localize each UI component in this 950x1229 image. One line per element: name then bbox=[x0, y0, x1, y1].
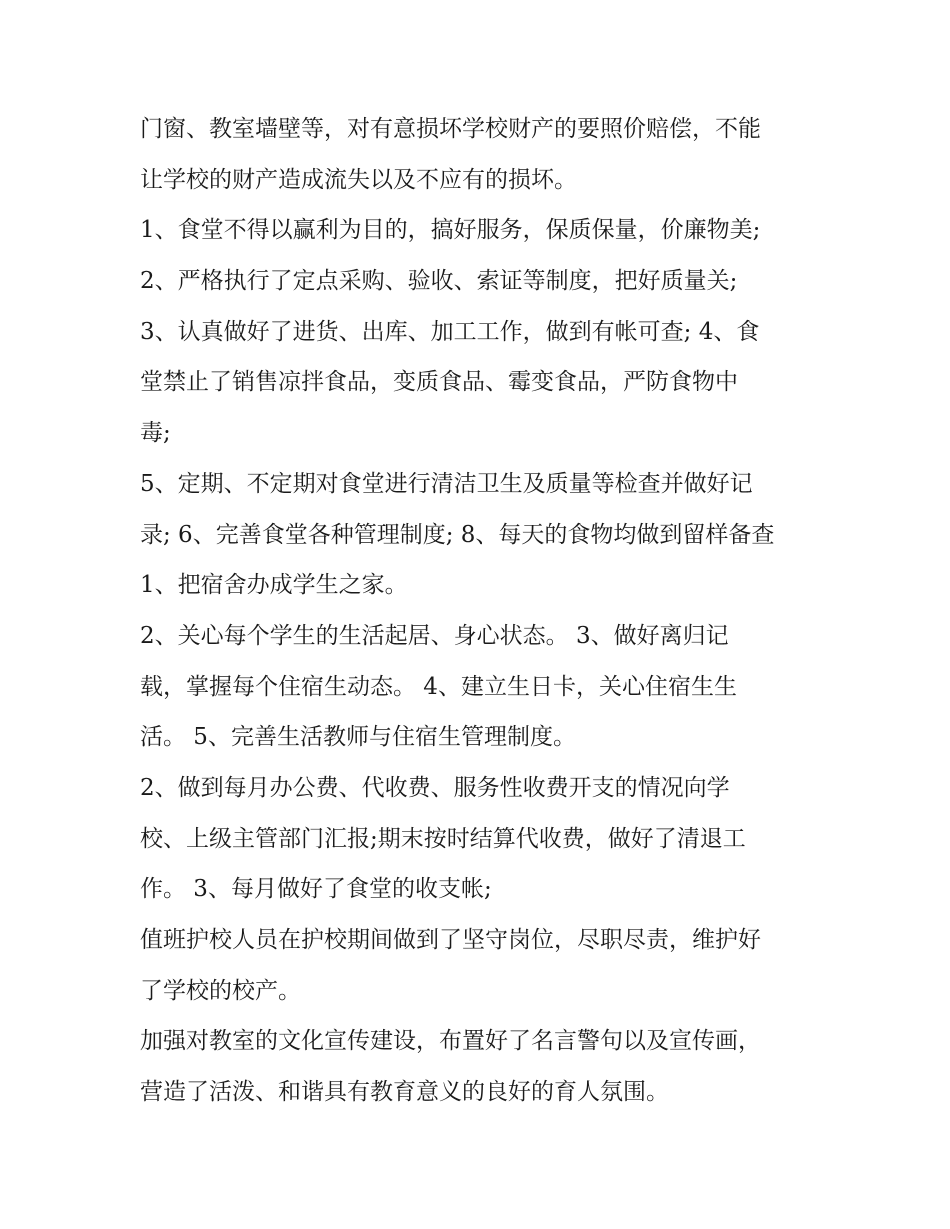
text-line: 校、上级主管部门汇报;期末按时结算代收费，做好了清退工 bbox=[140, 825, 746, 852]
text-line: 载，掌握每个住宿生动态。 4、建立生日卡，关心住宿生生 bbox=[140, 673, 737, 700]
text-line: 1、食堂不得以赢利为目的，搞好服务，保质保量，价廉物美; bbox=[140, 217, 761, 244]
text-line: 门窗、教室墙壁等，对有意损坏学校财产的要照价赔偿，不能 bbox=[140, 116, 761, 142]
text-line: 加强对教室的文化宣传建设，布置好了名言警句以及宣传画， bbox=[140, 1028, 761, 1055]
text-line: 了学校的校产。 bbox=[140, 977, 301, 1004]
text-line: 值班护校人员在护校期间做到了坚守岗位，尽职尽责，维护好 bbox=[140, 927, 761, 953]
text-line: 1、把宿舍办成学生之家。 bbox=[140, 572, 408, 599]
text-line: 5、定期、不定期对食堂进行清洁卫生及质量等检查并做好记 bbox=[140, 470, 753, 497]
text-line: 2、做到每月办公费、代收费、服务性收费开支的情况向学 bbox=[140, 774, 730, 801]
text-line: 毒; bbox=[140, 420, 171, 447]
text-line: 堂禁止了销售凉拌食品，变质食品、霉变食品，严防食物中 bbox=[140, 369, 738, 396]
document-body bbox=[140, 104, 820, 1118]
text-line: 录; 6、完善食堂各种管理制度; 8、每天的食物均做到留样备查 bbox=[140, 521, 775, 548]
text-line: 营造了活泼、和谐具有教育意义的良好的育人氛围。 bbox=[140, 1079, 669, 1106]
text-line: 让学校的财产造成流失以及不应有的损坏。 bbox=[140, 166, 577, 193]
text-line: 2、关心每个学生的生活起居、身心状态。 3、做好离归记 bbox=[140, 622, 729, 649]
text-line: 作。 3、每月做好了食堂的收支帐; bbox=[140, 876, 492, 903]
text-line: 活。 5、完善生活教师与住宿生管理制度。 bbox=[140, 724, 576, 751]
text-line: 3、认真做好了进货、出库、加工工作，做到有帐可查; 4、食 bbox=[140, 318, 760, 345]
text-line: 2、严格执行了定点采购、验收、索证等制度，把好质量关; bbox=[140, 268, 738, 295]
